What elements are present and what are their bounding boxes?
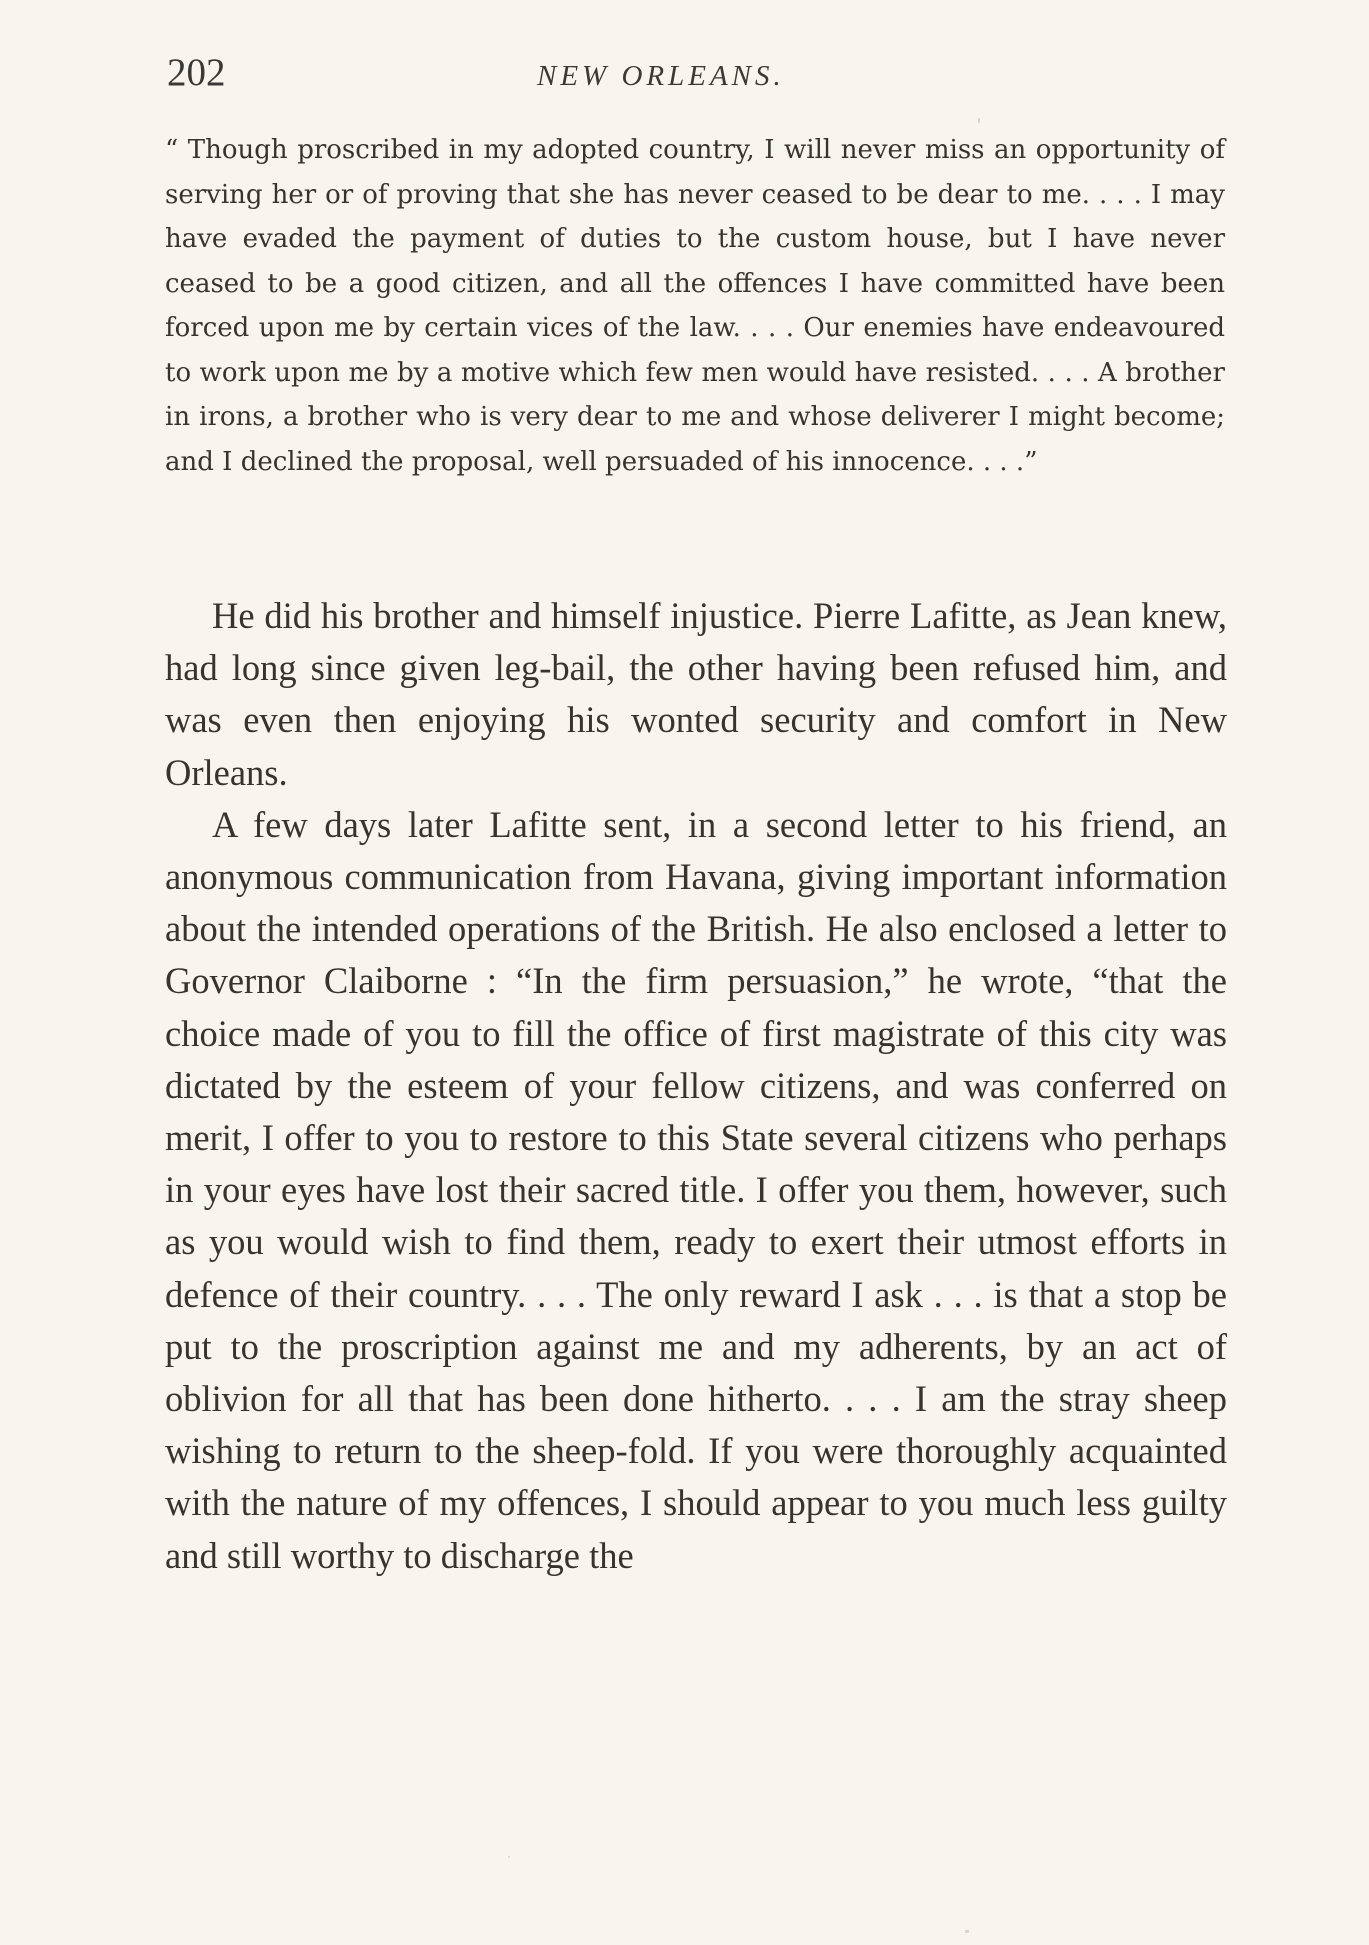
print-speck	[965, 1930, 969, 1933]
body-text	[165, 590, 1227, 1582]
paragraph: A few days later Lafitte sent, in a second letter to his friend, an anonymous communication from Havana, giving important information about the intended operations of the British. He also enclosed a letter to Governor Claiborne : “In the firm persuasion,” he wrote, “that the choice made of you to fill the office of first magistrate of this city was dictated by the esteem of your fellow citizens, and was conferred on merit, I offer to you to restore to this State several citizens who perhaps in your eyes have lost their sacred title. I offer you them, however, such as you would wish to find them, ready to exert their utmost efforts in defence of their country. . . . The only reward I ask . . . is that a stop be put to the proscription against me and my adherents, by an act of oblivion for all that has been done hitherto. . . . I am the stray sheep wishing to return to the sheep-fold. If you were thoroughly acquainted with the nature of my offences, I should appear to you much less guilty and still worthy to discharge the	[165, 803, 1227, 1576]
print-speck	[978, 118, 980, 123]
print-speck	[508, 1856, 510, 1858]
page-number: 202	[167, 51, 226, 94]
paragraph: He did his brother and himself injustice. Pierre Lafitte, as Jean knew, had long since given leg-bail, the other having been refused him, and was even then enjoying his wonted security and comfort in New Orleans.	[165, 595, 1227, 793]
running-head	[167, 50, 1227, 100]
quoted-letter: “ Though proscribed in my adopted country, I will never miss an opportunity of serving her or of proving that she has never ceased to be dear to me. . . . I may have evaded the payment of duties to the custom house, but I have never ceased to be a good citizen, and all the offences I have committed have been forced upon me by certain vices of the law. . . . Our enemies have endeavoured to work upon me by a motive which few men would have resisted. . . . A brother in irons, a brother who is very dear to me and whose deliverer I might become; and I declined the proposal, well persuaded of his innocence. . . .”	[165, 135, 1225, 477]
running-title: NEW ORLEANS.	[537, 60, 785, 92]
